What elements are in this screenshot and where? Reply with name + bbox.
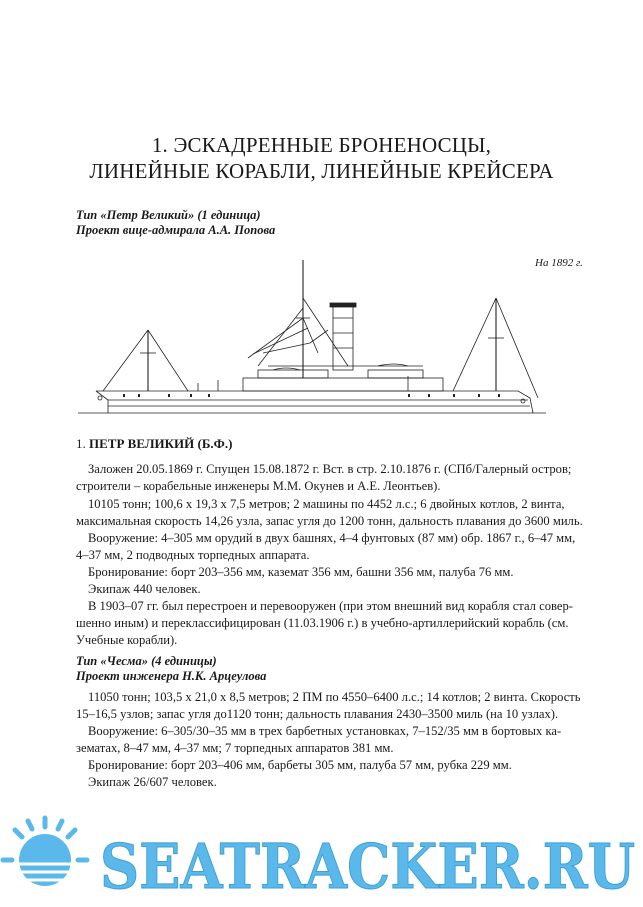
- project-heading: Проект вице-адмирала А.А. Попова: [76, 223, 276, 237]
- ship-crew-paragraph: Экипаж 440 человек.: [88, 582, 201, 596]
- ship-number: 1.: [76, 436, 86, 451]
- hull-outline: [96, 391, 533, 413]
- ship-name: ПЕТР ВЕЛИКИЙ (Б.Ф.): [89, 436, 233, 451]
- ship-armament-paragraph: Вооружение: 4–305 мм орудий в двух башнях, 4–4 фунтовых (87 мм) обр. 1867 г., 6–47 мм, 4–37 мм, 2 подводных торпедных аппарата.: [76, 531, 576, 562]
- funnel: [333, 306, 353, 370]
- project-heading-2: Проект инженера Н.К. Арцеулова: [76, 669, 267, 683]
- watermark-sun-logo: [3, 818, 87, 886]
- class-armor-paragraph: Бронирование: борт 203–406 мм, барбеты 305 мм, палуба 57 мм, рубка 229 мм.: [88, 758, 512, 772]
- class-crew-paragraph: Экипаж 26/607 человек.: [88, 775, 217, 789]
- ship-heading: [76, 436, 232, 452]
- watermark-text: SEATRACKER.RU: [100, 830, 635, 903]
- class-armament-paragraph: Вооружение: 6–305/30–35 мм в трех барбетных установках, 7–152/35 мм в бортовых ка- зематах, 8–47 мм, 4–37 мм; 7 торпедных аппаратов 381 мм.: [76, 724, 562, 755]
- breastwork: [243, 378, 443, 391]
- watermark: [0, 812, 643, 907]
- ship-profile-drawing: [78, 258, 548, 418]
- ship-specs-paragraph: 10105 тонн; 100,6 х 19,3 х 7,5 метров; 2 машины по 4452 л.с.; 6 двойных котлов, 2 винта, максимальная скорость 14,26 узла, запас угля до 1200 тонн, дальность плавания до 3600 миль.: [76, 497, 583, 528]
- drawing-date-note: На 1892 г.: [535, 257, 583, 269]
- ship-history-paragraph: Заложен 20.05.1869 г. Спущен 15.08.1872 г. Вст. в стр. 2.10.1876 г. (СПб/Галерный остров; строители – корабельные инженеры М.М. Окунев и А.Е. Леонтьев).: [76, 462, 572, 493]
- ship-rebuild-paragraph: В 1903–07 гг. был перестроен и перевооружен (при этом внешний вид корабля стал совер- шенно иным) и переклассифицирован (11.03.1906 г.) в учебно-артиллерийский корабль (см. Учебные корабли).: [76, 599, 573, 647]
- chapter-title-line-2: ЛИНЕЙНЫЕ КОРАБЛИ, ЛИНЕЙНЫЕ КРЕЙСЕРА: [89, 159, 554, 183]
- type-heading: Тип «Петр Великий» (1 единица): [76, 208, 261, 222]
- ship-armor-paragraph: Бронирование: борт 203–356 мм, каземат 356 мм, башни 356 мм, палуба 76 мм.: [88, 565, 514, 579]
- chapter-title-line-1: 1. ЭСКАДРЕННЫЕ БРОНЕНОСЦЫ,: [151, 133, 492, 157]
- class-specs-paragraph: 11050 тонн; 103,5 х 21,0 х 8,5 метров; 2 ПМ по 4550–6400 л.с.; 14 котлов; 2 винта. Скорость 15–16,5 узлов; запас угля до1120 тонн; дальность плавания 2430–3500 миль (на 10 узлах).: [76, 690, 581, 721]
- portholes: [123, 394, 500, 397]
- type-heading-2: Тип «Чесма» (4 единицы): [76, 654, 217, 668]
